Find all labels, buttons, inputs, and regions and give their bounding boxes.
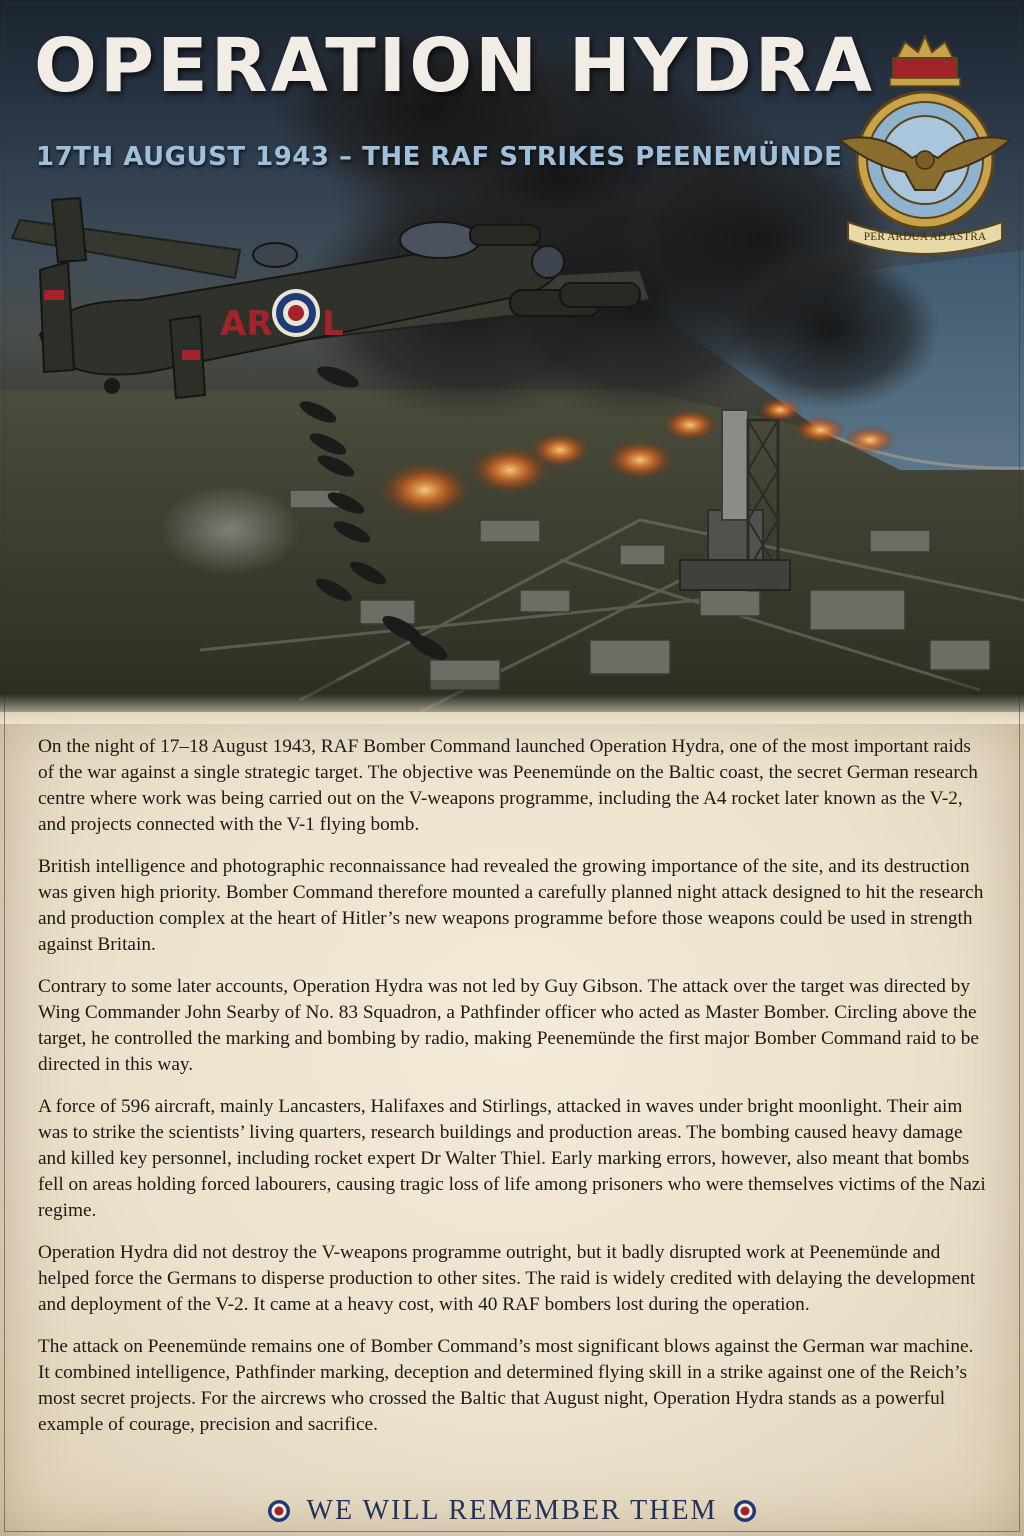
- paragraph: Contrary to some later accounts, Operation Hydra was not led by Guy Gibson. The attack over the target was directed by Wing Commander John Searby of No. 83 Squadron, a Pathfinder officer who acted as Master Bomber. Circling above the target, he controlled the marking and bombing by radio, making Peenemünde the first major Bomber Command raid to be directed in this way.: [38, 976, 979, 1075]
- raf-roundel-icon: [733, 1499, 757, 1523]
- paragraph: On the night of 17–18 August 1943, RAF Bomber Command launched Operation Hydra, one of the most important raids of the war against a single strategic target. The objective was Peenemünde on the Baltic coast, the secret German research centre where work was being carried out on the V-weapons programme, including the A4 rocket later known as the V-2, and projects connected with the V-1 flying bomb.: [38, 736, 978, 835]
- paragraph: Operation Hydra did not destroy the V-weapons programme outright, but it badly disrupted work at Peenemünde and helped force the Germans to disperse production to other sites. The raid is widely credited with delaying the development and deployment of the V-2. It came at a heavy cost, with 40 RAF bombers lost during the operation.: [38, 1242, 976, 1315]
- article-panel: [0, 712, 1024, 1536]
- remembrance-footer: [0, 1493, 1024, 1529]
- aircraft-code-left: AR: [220, 304, 273, 344]
- page-subtitle: 17TH AUGUST 1943 – THE RAF STRIKES PEENEMÜNDE: [36, 142, 843, 172]
- remembrance-text: WE WILL REMEMBER THEM: [306, 1495, 718, 1526]
- article-body: [38, 734, 988, 1454]
- badge-motto: PER ARDUA AD ASTRA: [863, 231, 987, 243]
- paragraph: British intelligence and photographic reconnaissance had revealed the growing importance of the site, and its destruction was given high priority. Bomber Command therefore mounted a carefully planned night attack designed to hit the research and production complex at the heart of Hitler’s new weapons programme before those weapons could be used in strength against Britain.: [38, 856, 984, 955]
- aircraft-code-right: L: [322, 304, 344, 344]
- raf-roundel-icon: [267, 1499, 291, 1523]
- hero-illustration: [0, 0, 1024, 712]
- page-title: OPERATION HYDRA: [34, 23, 876, 109]
- paragraph: A force of 596 aircraft, mainly Lancasters, Halifaxes and Stirlings, attacked in waves under bright moonlight. Their aim was to strike the scientists’ living quarters, research buildings and production areas. The bombing caused heavy damage and killed key personnel, including rocket expert Dr Walter Thiel. Early marking errors, however, also meant that bombs fell on areas holding forced labourers, causing tragic loss of life among prisoners who were themselves victims of the Nazi regime.: [38, 1096, 986, 1221]
- paragraph: The attack on Peenemünde remains one of Bomber Command’s most significant blows against the German war machine. It combined intelligence, Pathfinder marking, deception and determined flying skill in a strike against one of the Reich’s most secret projects. For the aircrews who crossed the Baltic that August night, Operation Hydra stands as a powerful example of courage, precision and sacrifice.: [38, 1336, 974, 1435]
